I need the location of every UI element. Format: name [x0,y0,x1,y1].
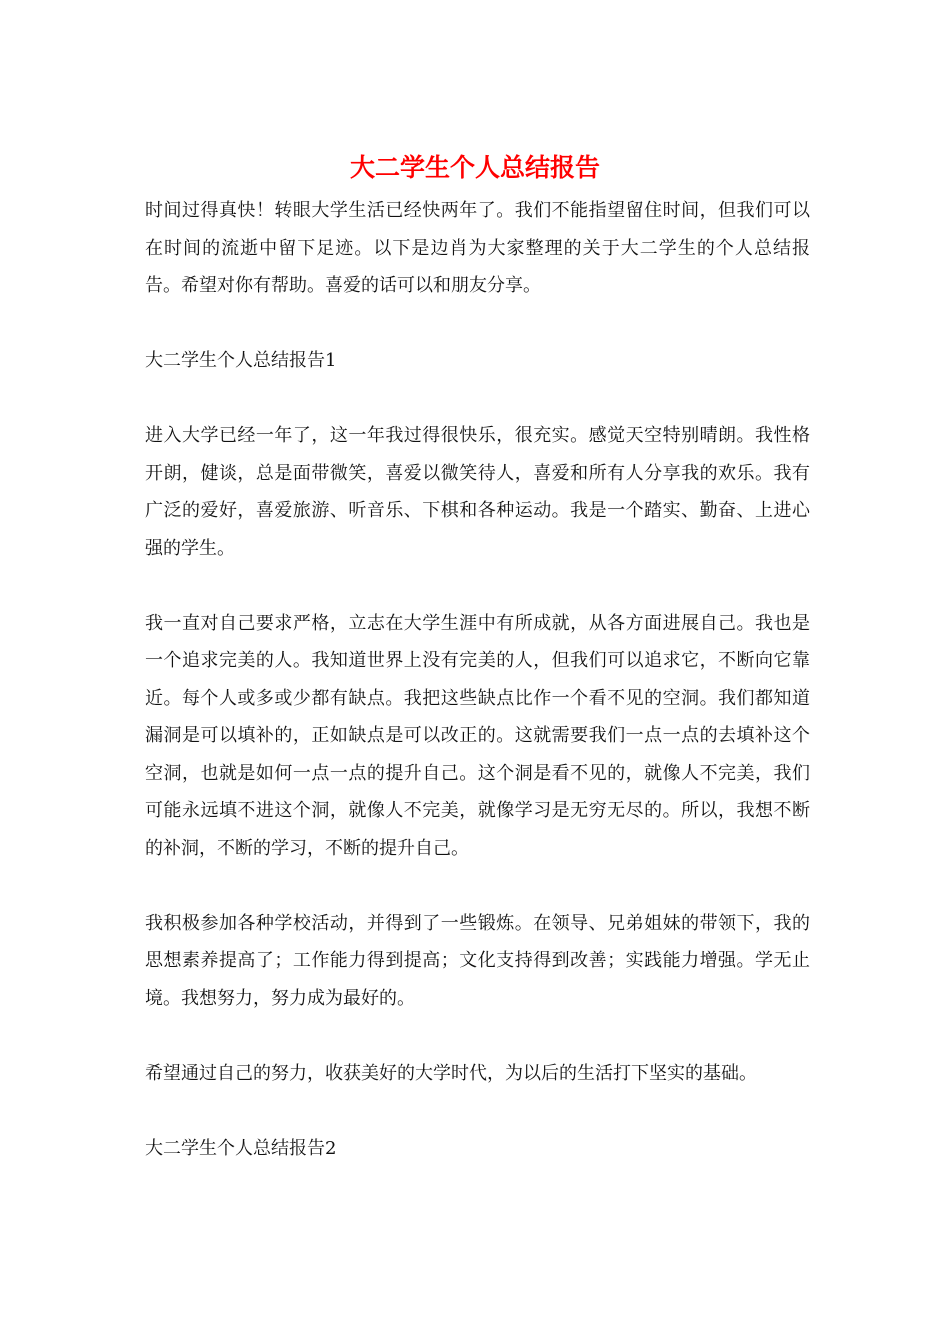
section-1-paragraph-4: 希望通过自己的努力，收获美好的大学时代，为以后的生活打下坚实的基础。 [145,1062,757,1084]
section-1-heading: 大二学生个人总结报告1 [145,350,337,371]
section-2-heading: 大二学生个人总结报告2 [145,1137,337,1159]
document-title: 大二学生个人总结报告 [349,153,600,182]
section-1-paragraph-3: 我积极参加各种学校活动，并得到了一些锻炼。在领导、兄弟姐妹的带领下，我的思想素养提高了；工作能力得到提高；文化支持得到改善；实践能力增强。学无止境。我想努力，努力成为最好的。 [145,912,810,1009]
section-1-paragraph-2: 我一直对自己要求严格，立志在大学生涯中有所成就，从各方面进展自己。我也是一个追求完美的人。我知道世界上没有完美的人，但我们可以追求它，不断向它靠近。每个人或多或少都有缺点。我把这些缺点比作一个看不见的空洞。我们都知道漏洞是可以填补的，正如缺点是可以改正的。这就需要我们一点一点的去填补这个空洞，也就是如何一点一点的提升自己。这个洞是看不见的，就像人不完美，我们可能永远填不进这个洞，就像人不完美，就像学习是无穷无尽的。所以，我想不断的补洞，不断的学习，不断的提升自己。 [145,612,810,859]
document-body [145,192,810,1205]
intro-paragraph: 时间过得真快！转眼大学生活已经快两年了。我们不能指望留住时间，但我们可以在时间的流逝中留下足迹。以下是边肖为大家整理的关于大二学生的个人总结报告。希望对你有帮助。喜爱的话可以和朋友分享。 [145,200,810,296]
section-1-paragraph-1: 进入大学已经一年了，这一年我过得很快乐，很充实。感觉天空特别晴朗。我性格开朗，健谈，总是面带微笑，喜爱以微笑待人，喜爱和所有人分享我的欢乐。我有广泛的爱好，喜爱旅游、听音乐、下棋和各种运动。我是一个踏实、勤奋、上进心强的学生。 [145,425,810,559]
